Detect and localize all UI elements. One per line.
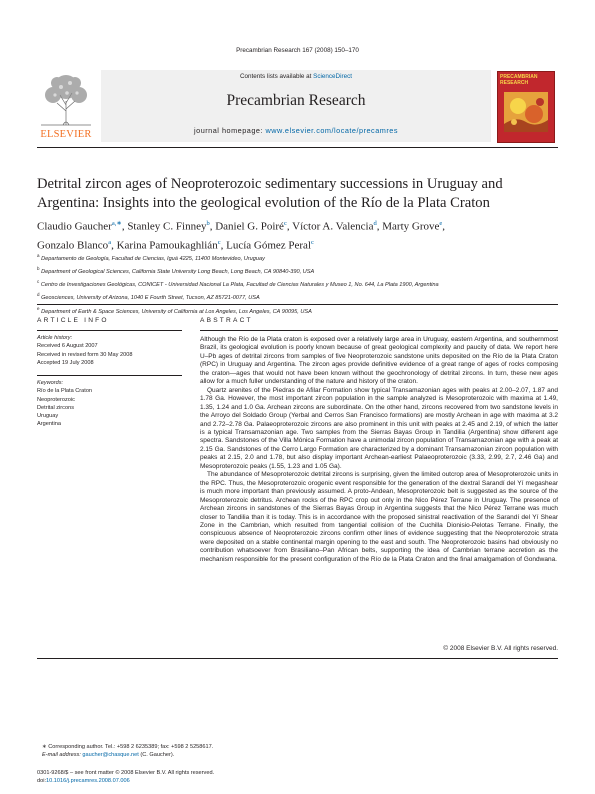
- issn-line: 0301-9268/$ – see front matter © 2008 Elsevier B.V. All rights reserved.: [37, 770, 215, 776]
- corresponding-author-footnote: [37, 743, 557, 759]
- author-affiliation-marker[interactable]: d: [373, 220, 377, 227]
- author-separator: ,: [286, 220, 293, 233]
- author-separator: ,: [111, 239, 117, 252]
- author-affiliation-marker[interactable]: c: [283, 220, 287, 227]
- contents-availability: [101, 73, 491, 80]
- author-affiliation-marker[interactable]: a,∗: [111, 220, 122, 227]
- author-line-1: [37, 216, 557, 235]
- affiliation-marker: a: [37, 253, 40, 258]
- homepage-link[interactable]: www.elsevier.com/locate/precamres: [265, 126, 398, 135]
- abstract-bottom-rule: [37, 658, 558, 659]
- abstract-paragraph: Quartz arenites of the Piedras de Afilar Formation show typical Transamazonian ages with peaks at 2.00–2.07, 1.87 and 1.78 Ga. However, the most important zircon population in the sample analyzed is Mesoproterozoic with maxima at 1.49, 1.35, 1.24 and 1.0 Ga. Archean zircons are subordinate. On the other hand, zircons recovered from two sandstone levels in the Arroyo del Soldado Group (Yerbal and Cerros San Francisco formations) are mostly Archean in age with maxima at 3.2 and 2.72–2.78 Ga. Palaeoproterozoic zircons are also prominent in this unit with peaks at 2.45 and 2.19, of which the latter is a typical Transamazonian age. Two samples from the Sierras Bayas Group in Tandilia (Argentina) show different age spectra. Sandstones of the Villa Mónica Formation have a unimodal zircon population of Transamazonian age with a peak at 2.15 Ga. Sandstones of the Cerro Largo Formation are characterized by a dominant Transamazonian zircon population with peaks at 2.15, 2.0 and 1.78, but also display important Archean-earliest Palaeoproterozoic (3.33, 2.99, 2.7, 2.46 Ga) and Mesoproterozoic peaks (1.55, 1.23 and 1.05 Ga).: [200, 386, 558, 470]
- abstract-heading: ABSTRACT: [200, 317, 253, 324]
- journal-title: Precambrian Research: [226, 92, 366, 109]
- author-affiliation-marker[interactable]: b: [206, 220, 210, 227]
- affiliation-marker: e: [37, 305, 40, 311]
- homepage-prefix: journal homepage:: [194, 126, 266, 135]
- author-separator: ,: [376, 220, 383, 233]
- affiliation-text: Department of Earth & Space Sciences, University of California at Los Angeles, Los Angeles, CA 90095, USA: [41, 308, 312, 315]
- header-rule: [37, 147, 558, 148]
- revised-date: Received in revised form 30 May 2008: [37, 351, 133, 358]
- keyword: Detrital zircons: [37, 404, 74, 411]
- doi-prefix: doi:: [37, 778, 47, 784]
- affiliation-marker: d: [37, 292, 40, 298]
- title-line-1: Detrital zircon ages of Neoproterozoic sedimentary successions in Uruguay and: [37, 176, 503, 192]
- keywords-block: [37, 379, 182, 429]
- affiliation-item: [37, 304, 557, 317]
- affiliation-item: [37, 264, 557, 277]
- history-rule: [37, 375, 182, 376]
- contents-prefix: Contents lists available at: [239, 73, 314, 80]
- footnote-corresponding: Corresponding author. Tel.: +598 2 6235389; fax: +598 2 5258617.: [48, 744, 214, 750]
- author-name: Marty Grove: [382, 220, 440, 233]
- doi-line: [37, 777, 557, 785]
- section-rule: [37, 304, 558, 305]
- keyword: Río de la Plata Craton: [37, 388, 93, 395]
- cover-title: PRECAMBRIAN RESEARCH: [500, 74, 538, 86]
- affiliation-marker: c: [37, 279, 40, 285]
- elsevier-tree-icon: [37, 71, 95, 127]
- affiliation-marker: b: [37, 266, 40, 272]
- abstract-body: [200, 336, 558, 564]
- footnote-line-2: [37, 751, 557, 759]
- doi-link[interactable]: 10.1016/j.precamres.2008.07.006: [46, 778, 130, 784]
- email-link[interactable]: gaucher@chasque.net: [82, 752, 139, 758]
- journal-homepage: [101, 126, 491, 135]
- author-name: Claudio Gaucher: [37, 220, 112, 233]
- publisher-wordmark: ELSEVIER: [40, 129, 92, 140]
- email-suffix: (C. Gaucher).: [138, 752, 175, 758]
- author-name: Lucía Gómez Peral: [226, 239, 311, 252]
- journal-reference: Precambrian Research 167 (2008) 150–170: [236, 47, 359, 54]
- title-line-2: Argentina: Insights into the geological evolution of the Río de la Plata Craton: [37, 195, 490, 211]
- footnote-marker: ∗: [42, 744, 47, 750]
- author-name: Karina Pamoukaghlián: [116, 239, 218, 252]
- author-affiliation-marker[interactable]: c: [311, 238, 314, 246]
- footnote-line-1: [37, 743, 557, 751]
- author-separator: ,: [209, 220, 216, 233]
- author-affiliation-marker[interactable]: c: [217, 238, 221, 246]
- abstract-paragraph: Although the Río de la Plata craton is exposed over a relatively large area in Uruguay, eastern Argentina, and southernmost Brazil, its geological evolution is poorly known because of great geological complexity and paucity of data. We report here U–Pb ages of detrital zircons from samples of five Neoproterozoic sandstone units deposited on the Río de la Plata Craton (RPC) in Uruguay and Argentina. The zircon ages provide definitive evidence of a great range of ages of rocks composing the craton—ages that would not have been known without the geochronology of detrital zircons. In turn, these new ages allow for a much fuller understanding of the nature and history of the craton.: [200, 336, 558, 386]
- email-label: E-mail address:: [42, 752, 81, 758]
- author-separator: ,: [442, 220, 446, 233]
- affiliation-text: Geosciences, University of Arizona, 1040 E Fourth Street, Tucson, AZ 85721-0077, USA: [41, 295, 260, 302]
- abstract-paragraph: The abundance of Mesoproterozoic detrital zircons is surprising, given the limited outcrop area of Mesoproterozoic units in the RPC. Thus, the Mesoproterozoic orogenic event responsible for the generation of the dextral Sarandí del Yí megashear is much more important than previously assumed. A proto-Andean, Mesoproterozoic belt is suggested as the source of the Mesoproterozoic detritus. Archean rocks of the RPC crop out only in the Nico Pérez Terrane in Uruguay. The presence of Archean zircons in sandstones of the Sierras Bayas Group in Argentina suggests that the Nico Pérez Terrane was much closer to Tandilia than it is today. This is in accordance with the proposed sinistral reactivation of the Sarandí del Yí Shear Zone in the Cambrian, which resulted from tangential collision of the Cuchilla Dionisio-Pelotas Terrane. Finally, the conspicuous absence of Neoproterozoic zircons confirm other lines of evidence suggesting that the Neoproterozoic strata were deposited on a stable continental margin opening to the east and south. The Neoproterozoic basins had obviously no contribution whatsoever from Brasiliano–Pan African belts, supporting the idea of Cambrian terrane accretion as the mechanism responsible for the present configuration of the Río de la Plata Craton and the final amalgamation of Gondwana.: [200, 471, 558, 563]
- article-info-heading: ARTICLE INFO: [37, 317, 109, 324]
- sciencedirect-link[interactable]: ScienceDirect: [313, 73, 352, 80]
- received-date: Received 6 August 2007: [37, 343, 98, 350]
- keyword: Uruguay: [37, 413, 59, 420]
- author-name: Víctor A. Valencia: [292, 220, 374, 233]
- article-info-rule: [37, 330, 182, 331]
- affiliation-text: Departamento de Geología, Facultad de Ciencias, Iguá 4225, 11400 Montevideo, Uruguay: [41, 255, 265, 262]
- author-separator: ,: [121, 220, 128, 233]
- journal-cover-thumbnail: [497, 71, 555, 143]
- author-name: Daniel G. Poiré: [215, 220, 284, 233]
- author-list: [37, 216, 557, 253]
- affiliation-item: [37, 251, 557, 264]
- copyright-notice: © 2008 Elsevier B.V. All rights reserved.: [443, 645, 558, 652]
- keyword: Argentina: [37, 421, 61, 428]
- affiliation-item: [37, 277, 557, 290]
- article-history: [37, 334, 182, 367]
- author-separator: ,: [220, 239, 227, 252]
- affiliation-text: Centro de Investigaciones Geológicas, CONICET - Universidad Nacional La Plata, Facultad de Ciencias Naturales y Museo 1, No. 644, La Plata 1900, Argentina: [40, 282, 439, 289]
- affiliation-list: [37, 251, 557, 317]
- author-name: Gonzalo Blanco: [37, 239, 109, 252]
- history-label: Article history:: [37, 335, 73, 341]
- abstract-rule: [200, 330, 558, 331]
- affiliation-text: Department of Geological Sciences, California State University Long Beach, Long Beach, CA 90840-390, USA: [41, 269, 315, 276]
- keywords-label: Keywords:: [37, 380, 64, 386]
- affiliation-item: [37, 290, 557, 303]
- accepted-date: Accepted 19 July 2008: [37, 359, 94, 366]
- author-affiliation-marker[interactable]: a: [108, 238, 112, 246]
- article-title: [37, 175, 557, 213]
- author-name: Stanley C. Finney: [127, 220, 207, 233]
- author-affiliation-marker[interactable]: e: [439, 220, 443, 227]
- cover-artwork-icon: [504, 92, 548, 132]
- page-footer: [37, 769, 557, 785]
- elsevier-logo: [37, 71, 95, 141]
- keyword: Neoproterozoic: [37, 396, 75, 403]
